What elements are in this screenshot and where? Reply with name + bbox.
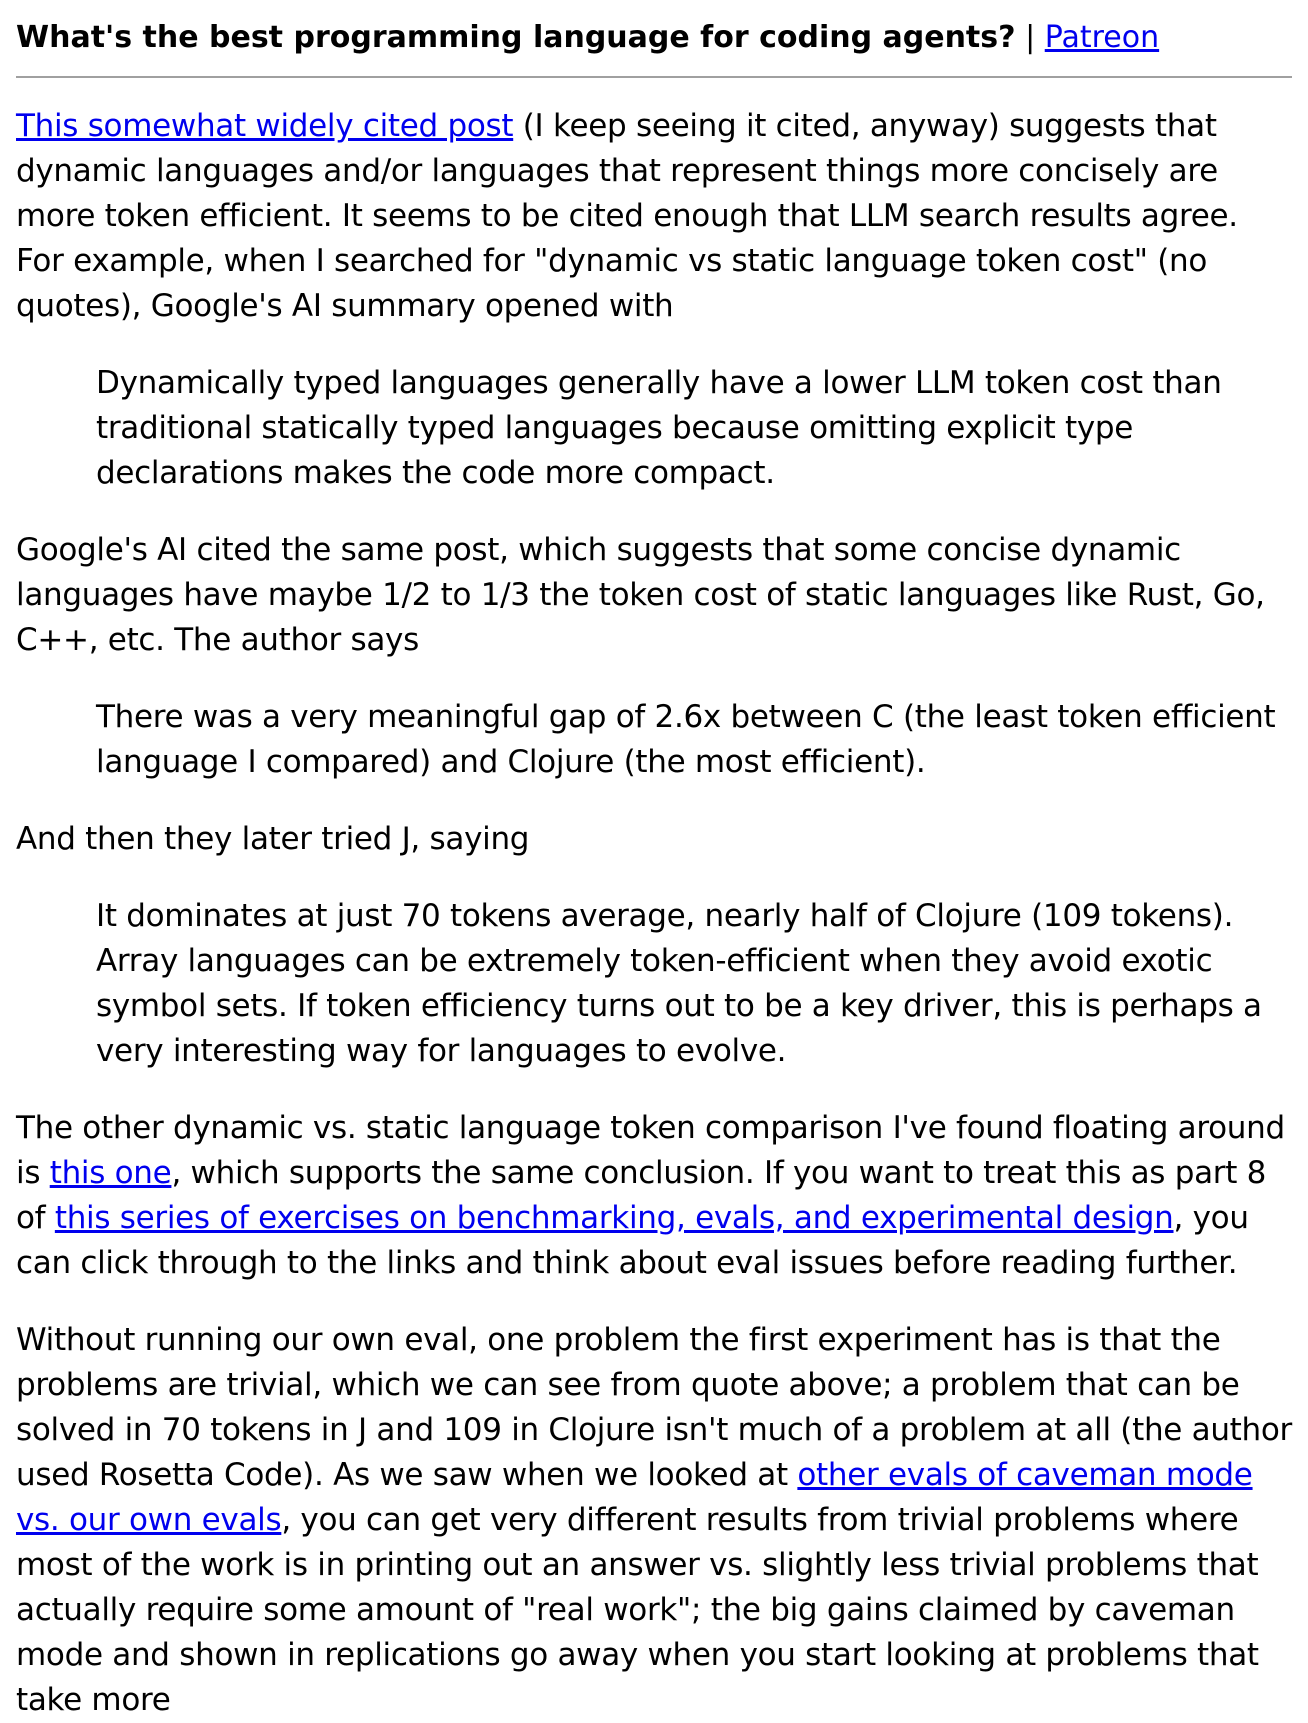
series-link[interactable]: this series of exercises on benchmarking, evals, and experimental design — [54, 1200, 1174, 1236]
paragraph-other-comparison-text-3: , you can click through to the links and think about eval issues before reading further. — [16, 1200, 1249, 1281]
quote-google-ai-summary: Dynamically typed languages generally have a lower LLM token cost than traditional statically typed languages because omitting explicit type declarations makes the code more compact. — [96, 365, 1222, 491]
paragraph-intro — [16, 104, 1292, 329]
page-header — [16, 14, 1292, 62]
quote-author-gap: There was a very meaningful gap of 2.6x between C (the least token efficient language I compared) and Clojure (the most efficient). — [96, 699, 1276, 780]
quote-j-dominates: It dominates at just 70 tokens average, nearly half of Clojure (109 tokens). Array languages can be extremely token-efficient when they avoid exotic symbol sets. If token efficiency turns out to be a key driver, this is perhaps a very interesting way for languages to evolve. — [96, 898, 1262, 1069]
paragraph-other-comparison — [16, 1106, 1292, 1286]
this-one-link[interactable]: this one — [49, 1155, 172, 1191]
paragraph-other-comparison-text-2: , which supports the same conclusion. If you want to treat this as part 8 of — [16, 1155, 1267, 1236]
paragraph-trivial-problems-text-2: , you can get very different results from trivial problems where most of the work is in printing out an answer vs. slightly less trivial problems that actually require some amount of "real work"; the big gains claimed by caveman mode and shown in replications go away when you start looking at problems that take more — [16, 1502, 1259, 1718]
paragraph-trivial-problems — [16, 1318, 1292, 1723]
paragraph-j-intro: And then they later tried J, saying — [16, 821, 530, 857]
paragraph-trivial-problems-text-1: Without running our own eval, one problem the first experiment has is that the problems are trivial, which we can see from quote above; a problem that can be solved in 70 tokens in J and 109 in Clojure isn't much of a problem at all (the author used Rosetta Code). As we saw when we looked at — [16, 1322, 1292, 1493]
header-divider — [16, 76, 1292, 78]
patreon-link[interactable]: Patreon — [1044, 20, 1160, 55]
page-title: What's the best programming language for coding agents? — [16, 20, 1016, 55]
cited-post-link[interactable]: This somewhat widely cited post — [16, 108, 514, 144]
paragraph-google-ai: Google's AI cited the same post, which suggests that some concise dynamic languages have maybe 1/2 to 1/3 the token cost of static languages like Rust, Go, C++, etc. The author says — [16, 532, 1265, 658]
caveman-evals-link[interactable]: other evals of caveman mode vs. our own evals — [16, 1457, 1253, 1538]
paragraph-other-comparison-text-1: The other dynamic vs. static language token comparison I've found floating around is — [16, 1110, 1285, 1191]
title-separator: | — [1025, 20, 1036, 55]
paragraph-intro-text: (I keep seeing it cited, anyway) suggests that dynamic languages and/or languages that represent things more concisely are more token efficient. It seems to be cited enough that LLM search results agree. For example, when I searched for "dynamic vs static language token cost" (no quotes), Google's AI summary opened with — [16, 108, 1238, 324]
